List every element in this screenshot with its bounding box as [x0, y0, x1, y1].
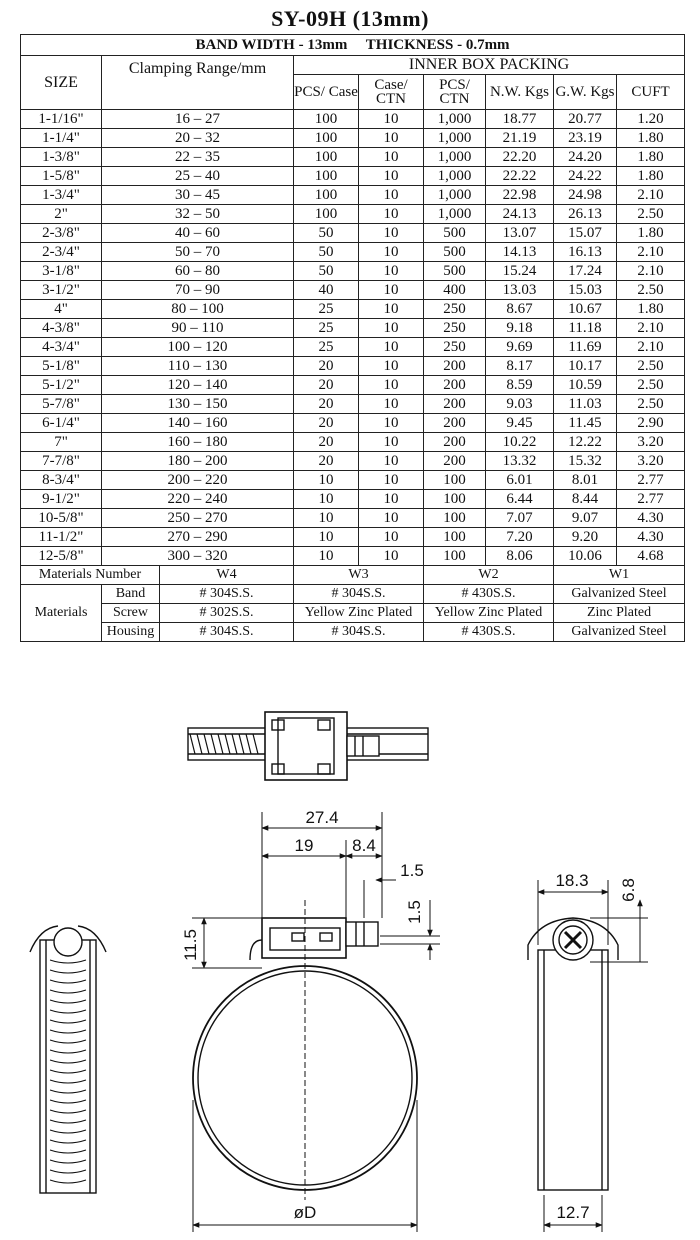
- band-info: BAND WIDTH - 13mm THICKNESS - 0.7mm: [21, 35, 685, 56]
- table-cell: 100: [294, 148, 359, 167]
- table-cell: 18.77: [486, 110, 554, 129]
- table-cell: 7": [21, 433, 102, 452]
- table-cell: 10: [294, 471, 359, 490]
- table-cell: 1.80: [617, 300, 685, 319]
- table-cell: 13.03: [486, 281, 554, 300]
- table-cell: 10: [359, 186, 424, 205]
- table-cell: 2-3/8": [21, 224, 102, 243]
- table-cell: 1-3/8": [21, 148, 102, 167]
- table-cell: 120 – 140: [102, 376, 294, 395]
- table-cell: 1,000: [424, 148, 486, 167]
- table-cell: 5-7/8": [21, 395, 102, 414]
- part-material: Yellow Zinc Plated: [424, 604, 554, 623]
- table-cell: 10: [359, 357, 424, 376]
- part-material: # 430S.S.: [424, 585, 554, 604]
- table-cell: 10: [359, 262, 424, 281]
- table-cell: 10: [359, 395, 424, 414]
- table-cell: 1.80: [617, 148, 685, 167]
- material-number: W1: [554, 566, 685, 585]
- table-row: [21, 547, 685, 566]
- table-cell: 10: [359, 224, 424, 243]
- table-cell: 10-5/8": [21, 509, 102, 528]
- dim-screw: 8.4: [352, 836, 376, 855]
- table-cell: 20: [294, 395, 359, 414]
- part-material: # 302S.S.: [160, 604, 294, 623]
- table-cell: 10: [359, 547, 424, 566]
- table-cell: 14.13: [486, 243, 554, 262]
- table-row: [21, 414, 685, 433]
- left-side-view: [30, 926, 106, 1193]
- table-cell: 110 – 130: [102, 357, 294, 376]
- table-cell: 500: [424, 224, 486, 243]
- table-cell: 9.69: [486, 338, 554, 357]
- table-cell: 25: [294, 338, 359, 357]
- table-cell: 2.77: [617, 490, 685, 509]
- table-cell: 11.69: [554, 338, 617, 357]
- table-cell: 15.24: [486, 262, 554, 281]
- table-cell: 4-3/4": [21, 338, 102, 357]
- table-cell: 1.80: [617, 224, 685, 243]
- table-cell: 1,000: [424, 167, 486, 186]
- table-cell: 10: [359, 167, 424, 186]
- table-cell: 7.07: [486, 509, 554, 528]
- table-cell: 250 – 270: [102, 509, 294, 528]
- table-cell: 10.22: [486, 433, 554, 452]
- table-cell: 4.30: [617, 528, 685, 547]
- table-cell: 9.18: [486, 319, 554, 338]
- case-ctn-header: Case/ CTN: [359, 75, 424, 110]
- table-row: [21, 433, 685, 452]
- table-cell: 300 – 320: [102, 547, 294, 566]
- table-cell: 140 – 160: [102, 414, 294, 433]
- table-row: [21, 167, 685, 186]
- table-cell: 10: [294, 490, 359, 509]
- table-row: [21, 490, 685, 509]
- table-cell: 400: [424, 281, 486, 300]
- table-row: [21, 129, 685, 148]
- table-row: [21, 528, 685, 547]
- table-cell: 7-7/8": [21, 452, 102, 471]
- table-cell: 1,000: [424, 129, 486, 148]
- table-cell: 6.01: [486, 471, 554, 490]
- materials-number-label: Materials Number: [21, 566, 160, 585]
- table-cell: 20: [294, 376, 359, 395]
- table-cell: 10: [359, 243, 424, 262]
- table-cell: 11.18: [554, 319, 617, 338]
- table-cell: 25: [294, 319, 359, 338]
- cuft-header: CUFT: [617, 75, 685, 110]
- table-cell: 2.77: [617, 471, 685, 490]
- table-cell: 10: [359, 338, 424, 357]
- table-cell: 10: [359, 300, 424, 319]
- table-cell: 24.20: [554, 148, 617, 167]
- table-cell: 50: [294, 243, 359, 262]
- table-cell: 20: [294, 433, 359, 452]
- table-cell: 20: [294, 452, 359, 471]
- table-cell: 4-3/8": [21, 319, 102, 338]
- table-cell: 70 – 90: [102, 281, 294, 300]
- table-cell: 2.50: [617, 205, 685, 224]
- part-name: Housing: [102, 623, 160, 642]
- table-cell: 11.45: [554, 414, 617, 433]
- dim-side-width: 18.3: [555, 871, 589, 890]
- table-cell: 100: [294, 129, 359, 148]
- table-cell: 10: [359, 490, 424, 509]
- table-cell: 10: [359, 433, 424, 452]
- table-cell: 200: [424, 357, 486, 376]
- table-row: [21, 509, 685, 528]
- table-cell: 2-3/4": [21, 243, 102, 262]
- table-cell: 22.22: [486, 167, 554, 186]
- clamping-header: Clamping Range/mm: [102, 56, 294, 110]
- spec-table: [20, 34, 685, 642]
- table-cell: 25: [294, 300, 359, 319]
- table-cell: 250: [424, 319, 486, 338]
- table-cell: 3-1/2": [21, 281, 102, 300]
- dim-gap-vertical: 1.5: [405, 900, 424, 924]
- table-cell: 12.22: [554, 433, 617, 452]
- table-cell: 25 – 40: [102, 167, 294, 186]
- table-cell: 32 – 50: [102, 205, 294, 224]
- table-cell: 2.10: [617, 262, 685, 281]
- table-cell: 200: [424, 395, 486, 414]
- table-cell: 2.10: [617, 319, 685, 338]
- table-row: [21, 319, 685, 338]
- table-cell: 100: [294, 186, 359, 205]
- table-cell: 15.07: [554, 224, 617, 243]
- table-cell: 12-5/8": [21, 547, 102, 566]
- part-material: # 304S.S.: [294, 623, 424, 642]
- table-cell: 1-3/4": [21, 186, 102, 205]
- part-material: # 304S.S.: [160, 585, 294, 604]
- table-cell: 200: [424, 452, 486, 471]
- table-cell: 250: [424, 338, 486, 357]
- inner-box-header: INNER BOX PACKING: [294, 56, 685, 75]
- part-material: # 304S.S.: [160, 623, 294, 642]
- table-row: [21, 376, 685, 395]
- table-cell: 10: [359, 414, 424, 433]
- pcs-case-header: PCS/ Case: [294, 75, 359, 110]
- table-cell: 10: [359, 528, 424, 547]
- table-row: [21, 452, 685, 471]
- table-cell: 4": [21, 300, 102, 319]
- table-cell: 5-1/2": [21, 376, 102, 395]
- table-cell: 10: [294, 509, 359, 528]
- table-cell: 270 – 290: [102, 528, 294, 547]
- table-row: [21, 395, 685, 414]
- table-cell: 220 – 240: [102, 490, 294, 509]
- table-cell: 2.50: [617, 357, 685, 376]
- table-cell: 250: [424, 300, 486, 319]
- table-cell: 13.07: [486, 224, 554, 243]
- table-cell: 20.77: [554, 110, 617, 129]
- technical-drawing: [0, 690, 700, 1240]
- table-cell: 180 – 200: [102, 452, 294, 471]
- table-cell: 11.03: [554, 395, 617, 414]
- nw-header: N.W. Kgs: [486, 75, 554, 110]
- table-cell: 10: [359, 129, 424, 148]
- table-cell: 10: [359, 281, 424, 300]
- right-side-view: [528, 918, 618, 1190]
- table-row: [21, 471, 685, 490]
- dim-side-height: 6.8: [619, 878, 638, 902]
- table-cell: 20 – 32: [102, 129, 294, 148]
- table-cell: 9.07: [554, 509, 617, 528]
- material-number: W3: [294, 566, 424, 585]
- table-cell: 10: [359, 471, 424, 490]
- table-cell: 1,000: [424, 205, 486, 224]
- table-cell: 8.01: [554, 471, 617, 490]
- table-cell: 9.20: [554, 528, 617, 547]
- dim-overall: 27.4: [305, 808, 339, 827]
- table-row: [21, 186, 685, 205]
- table-cell: 20: [294, 414, 359, 433]
- table-cell: 11-1/2": [21, 528, 102, 547]
- table-cell: 5-1/8": [21, 357, 102, 376]
- materials-label: Materials: [21, 585, 102, 642]
- table-cell: 24.22: [554, 167, 617, 186]
- table-cell: 3.20: [617, 433, 685, 452]
- dim-band-width: 12.7: [556, 1203, 590, 1222]
- table-row: [21, 224, 685, 243]
- page-title: SY-09H (13mm): [271, 6, 429, 31]
- table-cell: 1-1/16": [21, 110, 102, 129]
- table-cell: 9.45: [486, 414, 554, 433]
- table-cell: 6.44: [486, 490, 554, 509]
- table-cell: 500: [424, 262, 486, 281]
- table-cell: 100: [424, 509, 486, 528]
- part-name: Screw: [102, 604, 160, 623]
- table-cell: 3-1/8": [21, 262, 102, 281]
- table-cell: 2.50: [617, 376, 685, 395]
- table-cell: 10.59: [554, 376, 617, 395]
- table-row: [21, 205, 685, 224]
- table-row: [21, 300, 685, 319]
- table-cell: 2.10: [617, 243, 685, 262]
- table-cell: 20: [294, 357, 359, 376]
- table-cell: 10.67: [554, 300, 617, 319]
- table-cell: 2.50: [617, 395, 685, 414]
- table-cell: 22.20: [486, 148, 554, 167]
- table-cell: 1.80: [617, 167, 685, 186]
- table-cell: 10: [359, 376, 424, 395]
- table-cell: 1-5/8": [21, 167, 102, 186]
- table-cell: 10: [294, 528, 359, 547]
- table-cell: 50: [294, 262, 359, 281]
- table-cell: 130 – 150: [102, 395, 294, 414]
- dim-diameter: øD: [293, 1203, 317, 1222]
- table-row: [21, 281, 685, 300]
- table-cell: 22 – 35: [102, 148, 294, 167]
- table-cell: 15.03: [554, 281, 617, 300]
- table-cell: 10: [294, 547, 359, 566]
- part-material: # 304S.S.: [294, 585, 424, 604]
- table-cell: 10: [359, 205, 424, 224]
- table-cell: 8.67: [486, 300, 554, 319]
- table-row: [21, 243, 685, 262]
- part-material: # 430S.S.: [424, 623, 554, 642]
- material-number: W4: [160, 566, 294, 585]
- dim-housing: 19: [294, 836, 314, 855]
- table-cell: 2.50: [617, 281, 685, 300]
- table-cell: 90 – 110: [102, 319, 294, 338]
- table-row: [21, 110, 685, 129]
- table-cell: 26.13: [554, 205, 617, 224]
- table-cell: 10.06: [554, 547, 617, 566]
- table-cell: 22.98: [486, 186, 554, 205]
- table-row: [21, 262, 685, 281]
- material-number: W2: [424, 566, 554, 585]
- table-cell: 30 – 45: [102, 186, 294, 205]
- table-cell: 160 – 180: [102, 433, 294, 452]
- table-cell: 8-3/4": [21, 471, 102, 490]
- table-cell: 4.68: [617, 547, 685, 566]
- table-cell: 9.03: [486, 395, 554, 414]
- table-cell: 10.17: [554, 357, 617, 376]
- table-cell: 8.17: [486, 357, 554, 376]
- table-cell: 60 – 80: [102, 262, 294, 281]
- table-cell: 1-1/4": [21, 129, 102, 148]
- table-cell: 80 – 100: [102, 300, 294, 319]
- table-row: [21, 148, 685, 167]
- table-cell: 1,000: [424, 186, 486, 205]
- table-cell: 200: [424, 376, 486, 395]
- table-cell: 10: [359, 319, 424, 338]
- table-cell: 8.59: [486, 376, 554, 395]
- table-cell: 100: [294, 205, 359, 224]
- table-cell: 100 – 120: [102, 338, 294, 357]
- table-cell: 50: [294, 224, 359, 243]
- table-cell: 21.19: [486, 129, 554, 148]
- table-cell: 23.19: [554, 129, 617, 148]
- table-cell: 8.06: [486, 547, 554, 566]
- table-cell: 24.13: [486, 205, 554, 224]
- table-cell: 17.24: [554, 262, 617, 281]
- pcs-ctn-header: PCS/ CTN: [424, 75, 486, 110]
- table-cell: 200: [424, 414, 486, 433]
- table-cell: 13.32: [486, 452, 554, 471]
- table-cell: 1,000: [424, 110, 486, 129]
- table-cell: 16.13: [554, 243, 617, 262]
- table-cell: 50 – 70: [102, 243, 294, 262]
- table-cell: 200: [424, 433, 486, 452]
- size-header: SIZE: [21, 56, 102, 110]
- table-cell: 16 – 27: [102, 110, 294, 129]
- dim-height: 11.5: [181, 929, 200, 961]
- part-material: Galvanized Steel: [554, 585, 685, 604]
- table-cell: 15.32: [554, 452, 617, 471]
- table-cell: 9-1/2": [21, 490, 102, 509]
- table-cell: 100: [424, 490, 486, 509]
- table-cell: 10: [359, 509, 424, 528]
- table-cell: 10: [359, 452, 424, 471]
- table-cell: 10: [359, 148, 424, 167]
- table-cell: 100: [424, 471, 486, 490]
- table-cell: 6-1/4": [21, 414, 102, 433]
- table-cell: 4.30: [617, 509, 685, 528]
- table-cell: 100: [294, 167, 359, 186]
- part-material: Zinc Plated: [554, 604, 685, 623]
- table-cell: 2.90: [617, 414, 685, 433]
- table-cell: 8.44: [554, 490, 617, 509]
- table-cell: 500: [424, 243, 486, 262]
- table-cell: 100: [424, 547, 486, 566]
- table-cell: 100: [294, 110, 359, 129]
- table-row: [21, 357, 685, 376]
- part-material: Yellow Zinc Plated: [294, 604, 424, 623]
- table-cell: 1.20: [617, 110, 685, 129]
- top-view: [188, 712, 428, 780]
- gw-header: G.W. Kgs: [554, 75, 617, 110]
- table-cell: 100: [424, 528, 486, 547]
- part-name: Band: [102, 585, 160, 604]
- part-material: Galvanized Steel: [554, 623, 685, 642]
- table-cell: 3.20: [617, 452, 685, 471]
- table-cell: 40: [294, 281, 359, 300]
- table-cell: 200 – 220: [102, 471, 294, 490]
- table-cell: 2.10: [617, 186, 685, 205]
- table-cell: 40 – 60: [102, 224, 294, 243]
- table-cell: 2.10: [617, 338, 685, 357]
- table-cell: 7.20: [486, 528, 554, 547]
- table-cell: 1.80: [617, 129, 685, 148]
- table-cell: 2": [21, 205, 102, 224]
- dim-gap-horizontal: 1.5: [400, 861, 424, 880]
- table-cell: 24.98: [554, 186, 617, 205]
- table-row: [21, 338, 685, 357]
- table-cell: 10: [359, 110, 424, 129]
